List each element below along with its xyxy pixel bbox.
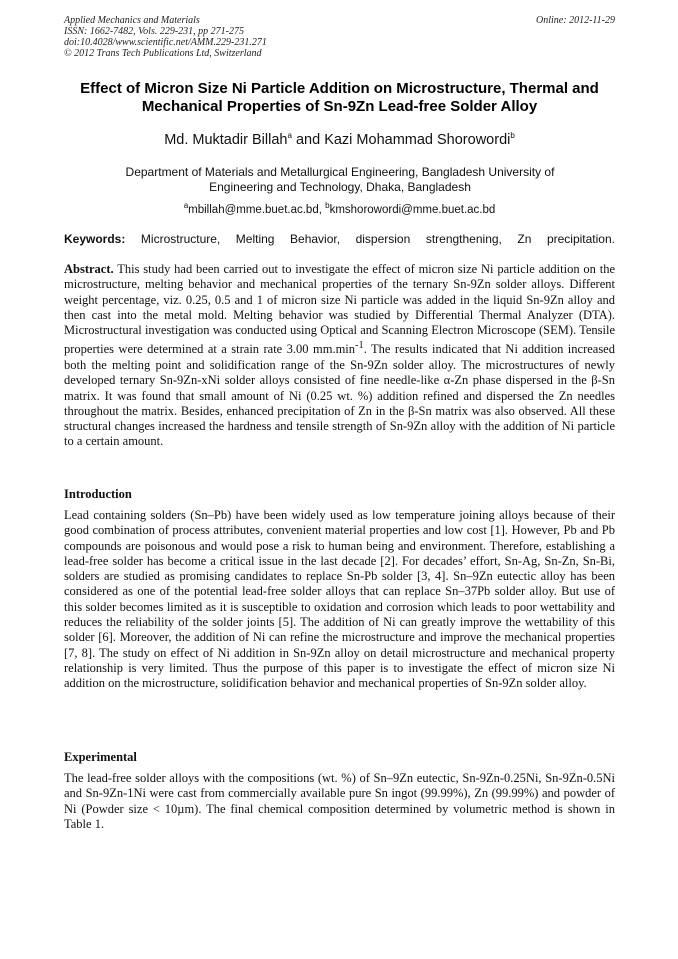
author-name: Kazi Mohammad Shorowordi [324, 132, 511, 148]
email-link[interactable]: mbillah@mme.buet.ac.bd [188, 204, 319, 216]
author-list [64, 131, 615, 149]
keywords-label: Keywords: [64, 232, 126, 246]
author-name: Md. Muktadir Billah [164, 132, 288, 148]
abstract-label: Abstract. [64, 262, 114, 276]
abstract-text: This study had been carried out to investigate the effect of micron size Ni particle addition on the microstructure, melting behavior and mechanical properties of the ternary Sn-9Zn solder alloys. Different weight percentage, viz. 0.25, 0.5 and 1 of micron size Ni particle was added in the liquid Sn-9Zn alloy and then cast into the metal mold. Melting behavior was studied by Differential Thermal Analyzer (DTA). Microstructural investigation was conducted using Optical and Scanning Electron Microscope (SEM). Tensile properties were determined at a strain rate 3.00 mm.min [64, 262, 615, 357]
keywords [64, 232, 615, 247]
author-connector: and [291, 132, 325, 148]
experimental-text: The lead-free solder alloys with the compositions (wt. %) of Sn–9Zn eutectic, Sn-9Zn-0.25Ni, Sn-9Zn-0.5Ni and Sn-9Zn-1Ni were cast from commercially available pure Sn ingot (99.99%), Zn (99.99%) and powder of Ni (Powder size < 10µm). The final chemical composition determined by volumetric method is shown in Table 1. [64, 771, 615, 831]
email-separator: , [318, 204, 326, 216]
email-mark: a [183, 201, 189, 211]
paper-title: Effect of Micron Size Ni Particle Addition on Microstructure, Thermal and Mechanical Properties of Sn-9Zn Lead-free Solder Alloy [80, 80, 599, 115]
keywords-text: Microstructure, Melting Behavior, dispersion strengthening, Zn precipitation. [140, 232, 615, 246]
abstract-text: . The results indicated that Ni addition increased both the melting point and solidification range of the Sn-9Zn solder alloy. The microstructures of newly developed ternary Sn-9Zn-xNi solder alloys consisted of fine needle-like α-Zn phase dispersed in the β-Sn matrix. It was found that small amount of Ni (0.25 wt. %) addition refined and dispersed the Zn needles throughout the matrix. Besides, enhanced precipitation of Zn in the β-Sn matrix was also observed. All these structural changes increased the hardness and tensile strength of Sn-9Zn alloy with the addition of Ni particle to a certain amount. [64, 342, 615, 449]
journal-doi: doi:10.4028/www.scientific.net/AMM.229-231.271 [64, 37, 267, 48]
journal-header [64, 15, 615, 59]
section-heading-introduction: Introduction [64, 487, 132, 501]
journal-issn: ISSN: 1662-7482, Vols. 229-231, pp 271-275 [64, 26, 244, 37]
journal-copyright: © 2012 Trans Tech Publications Ltd, Switzerland [64, 48, 262, 59]
section-heading-experimental: Experimental [64, 750, 137, 764]
online-date: Online: 2012-11-29 [536, 15, 615, 26]
email-mark: b [325, 201, 330, 211]
author-affil-mark: a [287, 131, 292, 141]
abstract [64, 262, 615, 450]
author-emails [64, 203, 615, 218]
journal-name: Applied Mechanics and Materials [64, 15, 200, 26]
email-link[interactable]: kmshorowordi@mme.buet.ac.bd [329, 204, 496, 216]
affiliation: Department of Materials and Metallurgical Engineering, Bangladesh University of Engineering and Technology, Dhaka, Bangladesh [125, 165, 555, 194]
author-affil-mark: b [510, 131, 515, 141]
abstract-superscript: -1 [355, 340, 364, 352]
introduction-text: Lead containing solders (Sn–Pb) have been widely used as low temperature joining alloys because of their good combination of process attributes, convenient material properties and low cost [1]. However, Pb and Pb compounds are poisonous and would pose a risk to human being and environment. Therefore, establishing a lead-free solder has become a critical issue in the last decade [2]. For decades’ effort, Sn-Ag, Sn-Zn, Sn-Bi, solders are studied as promising candidates to replace Sn-Pb solder [3, 4]. Sn–9Zn eutectic alloy has been considered as one of the potential lead-free solder alloys that can replace Sn–37Pb solder alloy. But use of this solder becomes limited as it is susceptible to oxidation and corrosion which leads to poor wettability and reduces the reliability of the solder joints [5]. The addition of Ni can greatly improve the wettability of this solder [6]. Moreover, the addition of Ni can refine the microstructure and improve the mechanical properties [7, 8]. The study on effect of Ni addition in Sn-9Zn alloy on detail microstructure and mechanical property relationship is very limited. Thus the purpose of this paper is to investigate the effect of micron size Ni addition on the microstructure, solidification behavior and mechanical properties of Sn-9Zn solder alloy. [64, 508, 615, 691]
